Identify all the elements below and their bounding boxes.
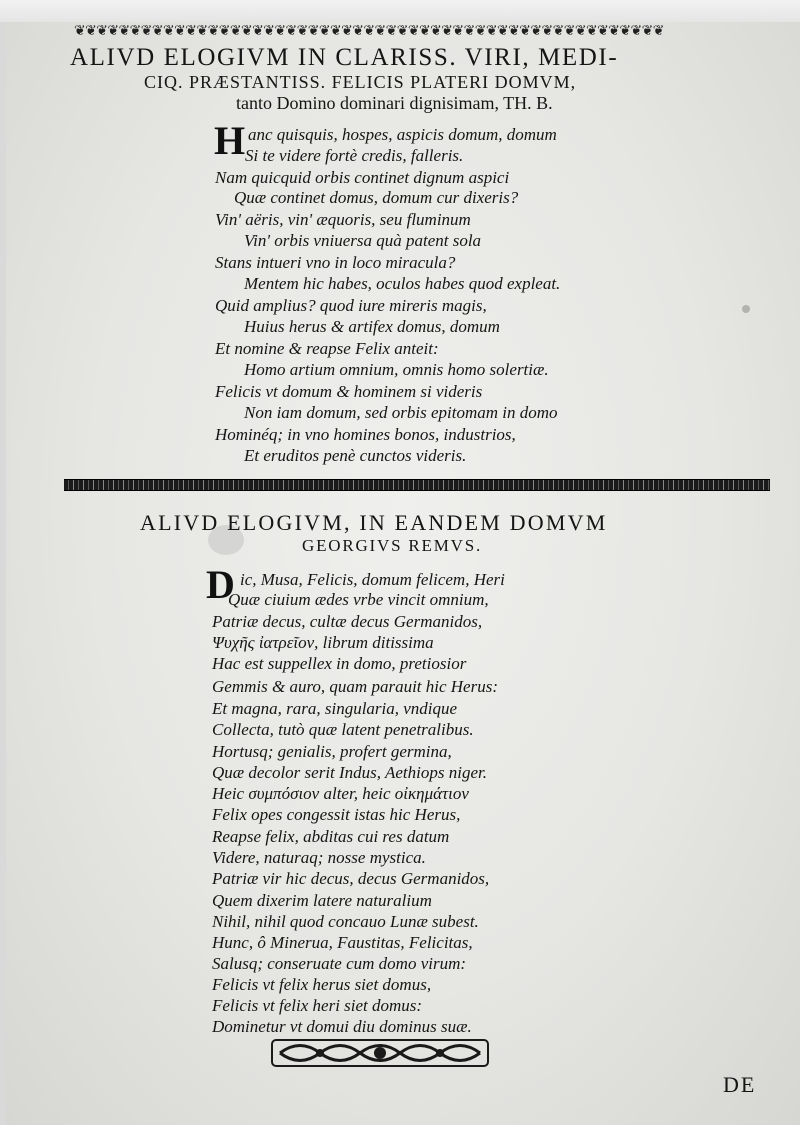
poem2-line: Nihil, nihil quod concauo Lunæ subest. bbox=[212, 912, 479, 931]
poem2-line: ic, Musa, Felicis, domum felicem, Heri bbox=[240, 570, 505, 589]
poem2-line: Reapse felix, abditas cui res datum bbox=[212, 827, 450, 846]
poem2-line: Videre, naturaq; nosse mystica. bbox=[212, 848, 426, 867]
poem1-line: Vin' orbis vniuersa quà patent sola bbox=[244, 231, 482, 250]
poem2-line: Ψυχῆς ἰατρεῖον, librum ditissima bbox=[212, 633, 434, 652]
poem2-line: Et magna, rara, singularia, vndique bbox=[212, 699, 458, 718]
title-line-2: CIQ. PRÆSTANTISS. FELICIS PLATERI DOMVM, bbox=[144, 72, 577, 92]
section-2-author: GEORGIVS REMVS. bbox=[302, 536, 483, 555]
poem2-line: Felicis vt felix herus siet domus, bbox=[212, 975, 432, 994]
poem1-line: Nam quicquid orbis continet dignum aspici bbox=[215, 168, 510, 187]
poem2-line: Quæ decolor serit Indus, Aethiops niger. bbox=[212, 763, 487, 782]
header-ornament: ❦❦❦❦❦❦❦❦❦❦❦❦❦❦❦❦❦❦❦❦❦❦❦❦❦❦❦❦❦❦❦❦❦❦❦❦❦❦❦❦❦❦❦❦❦❦❦❦❦❦❦❦❦ bbox=[74, 24, 664, 39]
poem1-line: Mentem hic habes, oculos habes quod expleat. bbox=[244, 274, 561, 293]
poem2-line: Heic συμπόσιον alter, heic οἰκημάτιον bbox=[212, 784, 469, 803]
poem1-line: Stans intueri vno in loco miracula? bbox=[215, 253, 456, 272]
poem1-line: Felicis vt domum & hominem si videris bbox=[215, 382, 483, 401]
poem1-line: Quid amplius? quod iure mireris magis, bbox=[215, 296, 487, 315]
poem1-line: Non iam domum, sed orbis epitomam in domo bbox=[244, 403, 558, 422]
ink-spot bbox=[742, 305, 750, 313]
title-line-1: ALIVD ELOGIVM IN CLARISS. VIRI, MEDI- bbox=[70, 44, 619, 71]
poem1-line: Quæ continet domus, domum cur dixeris? bbox=[234, 188, 519, 207]
poem2-line: Hortusq; genialis, profert germina, bbox=[212, 742, 452, 761]
poem2-line: Hunc, ô Minerua, Faustitas, Felicitas, bbox=[212, 933, 473, 952]
poem2-line: Salusq; conseruate cum domo virum: bbox=[212, 954, 467, 973]
poem2-line: Quem dixerim latere naturalium bbox=[212, 891, 432, 910]
poem2-line: Collecta, tutò quæ latent penetralibus. bbox=[212, 720, 474, 739]
tailpiece-ornament bbox=[270, 1036, 490, 1070]
poem1-line: Si te videre fortè credis, falleris. bbox=[245, 146, 464, 165]
title-line-3: tanto Domino dominari dignisimam, TH. B. bbox=[236, 93, 553, 113]
poem2-line: Dominetur vt domui diu dominus suæ. bbox=[212, 1017, 472, 1036]
poem2-line: Felix opes congessit istas hic Herus, bbox=[212, 805, 461, 824]
drop-cap-d: D bbox=[206, 562, 235, 607]
catchword: DE bbox=[723, 1072, 757, 1097]
ornamental-divider bbox=[64, 479, 770, 491]
section-2-title: ALIVD ELOGIVM, IN EANDEM DOMVM bbox=[140, 510, 608, 535]
poem2-line: Quæ ciuium ædes vrbe vincit omnium, bbox=[228, 590, 489, 609]
top-margin bbox=[0, 0, 800, 22]
poem1-line: Hominéq; in vno homines bonos, industrios, bbox=[215, 425, 516, 444]
drop-cap-h: H bbox=[214, 118, 246, 163]
poem1-line: Et nomine & reapse Felix anteit: bbox=[215, 339, 439, 358]
poem2-line: Patriæ vir hic decus, decus Germanidos, bbox=[212, 869, 490, 888]
poem1-line: anc quisquis, hospes, aspicis domum, domum bbox=[248, 125, 557, 144]
poem2-line: Hac est suppellex in domo, pretiosior bbox=[212, 654, 467, 673]
poem2-line: Gemmis & auro, quam parauit hic Herus: bbox=[212, 677, 498, 696]
poem1-line: Vin' aëris, vin' æquoris, seu fluminum bbox=[215, 210, 471, 229]
poem2-line: Patriæ decus, cultæ decus Germanidos, bbox=[212, 612, 483, 631]
poem1-line: Homo artium omnium, omnis homo solertiæ. bbox=[244, 360, 549, 379]
poem2-line: Felicis vt felix heri siet domus: bbox=[212, 996, 423, 1015]
poem1-line: Huius herus & artifex domus, domum bbox=[244, 317, 500, 336]
poem1-line: Et eruditos penè cunctos videris. bbox=[244, 446, 467, 465]
